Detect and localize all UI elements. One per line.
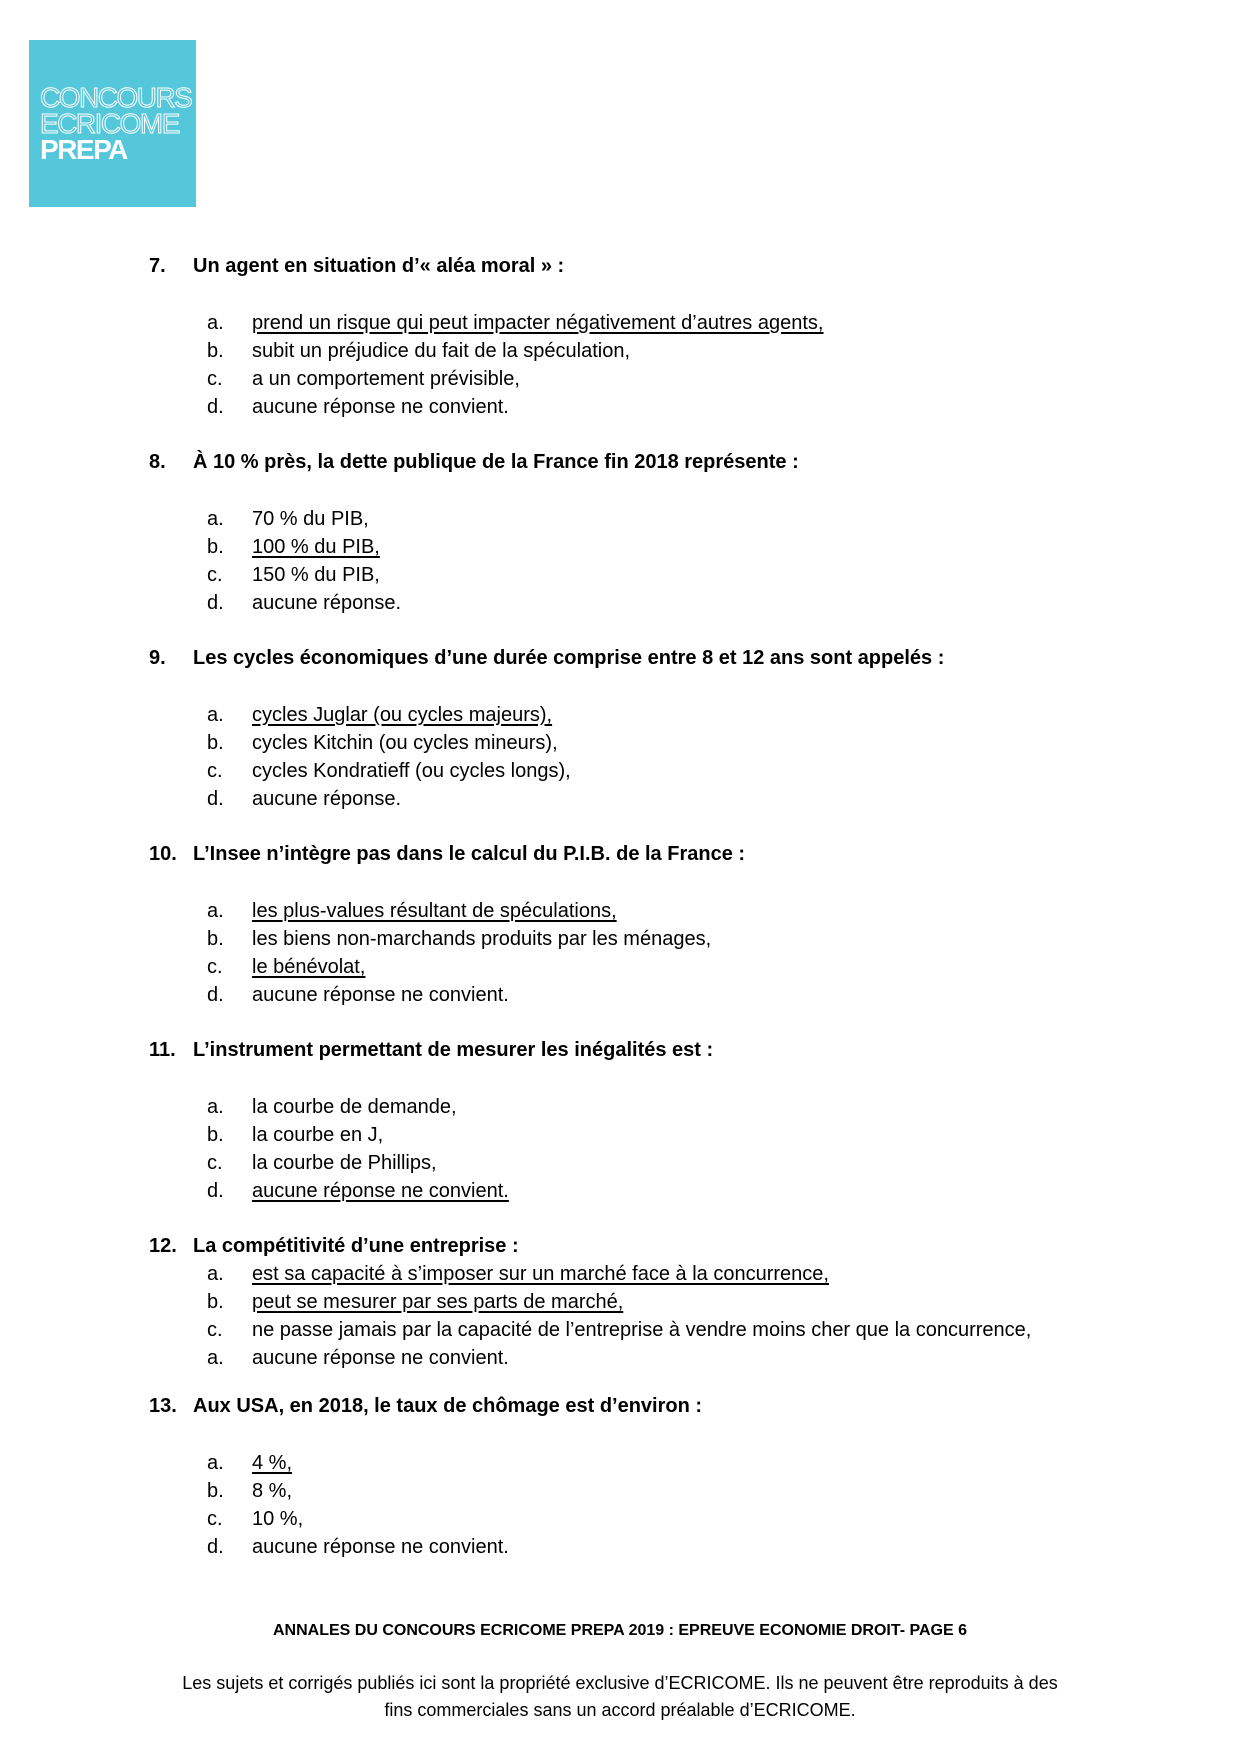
answer-text: aucune réponse ne convient. [252, 1536, 509, 1558]
answer-item [0, 1508, 1240, 1536]
question-number: 11. [149, 1039, 176, 1061]
answer-text-correct: cycles Juglar (ou cycles majeurs), [252, 704, 553, 726]
answer-text-correct: aucune réponse ne convient. [252, 1180, 509, 1202]
question-heading [0, 1235, 1240, 1263]
answer-text: a un comportement prévisible, [252, 368, 520, 390]
answer-item [0, 1536, 1240, 1564]
answer-letter: a. [207, 1096, 224, 1118]
answer-letter: a. [207, 704, 224, 726]
answer-text: aucune réponse. [252, 788, 402, 810]
answer-text: cycles Kitchin (ou cycles mineurs), [252, 732, 558, 754]
answer-text: les biens non-marchands produits par les ménages, [252, 928, 712, 950]
footer-note-line: fins commerciales sans un accord préalable d’ECRICOME. [384, 1700, 856, 1720]
answer-item [0, 592, 1240, 620]
answer-letter: a. [207, 1452, 224, 1474]
answer-letter: c. [207, 368, 223, 390]
answer-text: aucune réponse ne convient. [252, 984, 509, 1006]
answer-item [0, 1096, 1240, 1124]
answer-letter: b. [207, 1480, 224, 1502]
answer-letter: a. [207, 312, 224, 334]
answer-letter: c. [207, 1319, 223, 1341]
question-block [0, 843, 1240, 1012]
ecricome-logo [29, 40, 196, 207]
answer-text: 10 %, [252, 1508, 304, 1530]
answer-list [0, 900, 1240, 1012]
answer-letter: c. [207, 1152, 223, 1174]
answer-item [0, 1124, 1240, 1152]
answer-item [0, 508, 1240, 536]
answer-item [0, 1452, 1240, 1480]
answer-letter: b. [207, 536, 224, 558]
answer-letter: b. [207, 340, 224, 362]
answer-text-correct: 100 % du PIB, [252, 536, 380, 558]
question-number: 9. [149, 647, 166, 669]
answer-text: cycles Kondratieff (ou cycles longs), [252, 760, 571, 782]
answer-item [0, 564, 1240, 592]
answer-letter: c. [207, 956, 223, 978]
footer-copyright-note [0, 1670, 1240, 1724]
answer-text: 8 %, [252, 1480, 293, 1502]
question-number: 8. [149, 451, 166, 473]
answer-item [0, 788, 1240, 816]
answer-text-correct: est sa capacité à s’imposer sur un marché face à la concurrence, [252, 1263, 829, 1285]
question-number: 7. [149, 255, 166, 277]
question-number: 13. [149, 1395, 177, 1417]
question-number: 12. [149, 1235, 177, 1257]
question-block [0, 1235, 1240, 1375]
answer-item [0, 1152, 1240, 1180]
answer-text-correct: le bénévolat, [252, 956, 366, 978]
question-text: La compétitivité d’une entreprise : [193, 1235, 519, 1257]
answer-item [0, 368, 1240, 396]
answer-text: aucune réponse. [252, 592, 402, 614]
question-heading [0, 451, 1240, 479]
answer-list [0, 1096, 1240, 1208]
answer-text: 150 % du PIB, [252, 564, 380, 586]
answer-letter: d. [207, 788, 224, 810]
footer-note-line: Les sujets et corrigés publiés ici sont la propriété exclusive d’ECRICOME. Ils ne peuvent être reproduits à des [182, 1673, 1058, 1693]
answer-letter: a. [207, 1347, 224, 1369]
answer-item [0, 1480, 1240, 1508]
answer-item [0, 1347, 1240, 1375]
answer-item [0, 760, 1240, 788]
answer-item [0, 312, 1240, 340]
answer-text: la courbe de Phillips, [252, 1152, 437, 1174]
answer-item [0, 732, 1240, 760]
answer-text-correct: prend un risque qui peut impacter négativement d’autres agents, [252, 312, 824, 334]
answer-text: 70 % du PIB, [252, 508, 369, 530]
answer-item [0, 1291, 1240, 1319]
question-block [0, 1039, 1240, 1208]
answer-letter: b. [207, 1124, 224, 1146]
question-block [0, 647, 1240, 816]
answer-item [0, 1263, 1240, 1291]
answer-item [0, 956, 1240, 984]
answer-text: aucune réponse ne convient. [252, 1347, 509, 1369]
answer-item [0, 984, 1240, 1012]
answer-text-correct: les plus-values résultant de spéculations, [252, 900, 617, 922]
question-heading [0, 1395, 1240, 1423]
answer-text: ne passe jamais par la capacité de l’entreprise à vendre moins cher que la concurrence, [252, 1319, 1032, 1341]
answer-letter: d. [207, 396, 224, 418]
question-heading [0, 843, 1240, 871]
answer-item [0, 536, 1240, 564]
footer-title: ANNALES DU CONCOURS ECRICOME PREPA 2019 : EPREUVE ECONOMIE DROIT- PAGE 6 [272, 1622, 968, 1639]
logo-text-prepa: PREPA [40, 134, 127, 165]
answer-letter: d. [207, 1180, 224, 1202]
question-text: Les cycles économiques d’une durée comprise entre 8 et 12 ans sont appelés : [193, 647, 945, 669]
answer-text: la courbe de demande, [252, 1096, 457, 1118]
answer-letter: c. [207, 1508, 223, 1530]
answer-item [0, 1180, 1240, 1208]
answer-item [0, 704, 1240, 732]
question-heading [0, 1039, 1240, 1067]
answer-letter: b. [207, 1291, 224, 1313]
answer-list [0, 1452, 1240, 1564]
answer-letter: c. [207, 564, 223, 586]
answer-list [0, 508, 1240, 620]
answer-text-correct: 4 %, [252, 1452, 293, 1474]
question-block [0, 1395, 1240, 1564]
answer-item [0, 396, 1240, 424]
answer-letter: a. [207, 508, 224, 530]
answer-text: la courbe en J, [252, 1124, 384, 1146]
question-text: L’Insee n’intègre pas dans le calcul du P.I.B. de la France : [193, 843, 746, 865]
answer-letter: b. [207, 928, 224, 950]
logo-text-concours: CONCOURS [40, 82, 192, 113]
question-block [0, 451, 1240, 620]
question-text: À 10 % près, la dette publique de la France fin 2018 représente : [193, 451, 799, 473]
question-heading [0, 255, 1240, 283]
answer-text: aucune réponse ne convient. [252, 396, 509, 418]
answer-item [0, 928, 1240, 956]
question-text: Un agent en situation d’« aléa moral » : [193, 255, 565, 277]
answer-letter: b. [207, 732, 224, 754]
question-heading [0, 647, 1240, 675]
question-block [0, 255, 1240, 424]
question-text: Aux USA, en 2018, le taux de chômage est d’environ : [193, 1395, 703, 1417]
answer-list [0, 704, 1240, 816]
answer-item [0, 1319, 1240, 1347]
answer-text: subit un préjudice du fait de la spéculation, [252, 340, 631, 362]
answer-text-correct: peut se mesurer par ses parts de marché, [252, 1291, 624, 1313]
answer-letter: c. [207, 760, 223, 782]
question-text: L’instrument permettant de mesurer les inégalités est : [193, 1039, 714, 1061]
answer-list [0, 1263, 1240, 1375]
question-number: 10. [149, 843, 177, 865]
answer-letter: d. [207, 984, 224, 1006]
answer-list [0, 312, 1240, 424]
answer-item [0, 900, 1240, 928]
answer-letter: d. [207, 592, 224, 614]
answer-item [0, 340, 1240, 368]
logo-text-ecricome: ECRICOME [40, 108, 179, 139]
answer-letter: a. [207, 900, 224, 922]
answer-letter: d. [207, 1536, 224, 1558]
answer-letter: a. [207, 1263, 224, 1285]
